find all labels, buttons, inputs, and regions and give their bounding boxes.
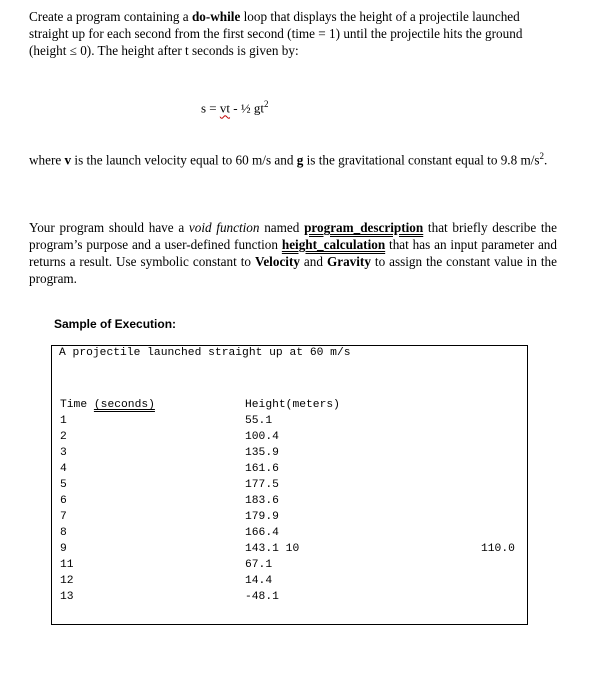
- table-row: [52, 543, 527, 559]
- gravity-var: g: [296, 152, 304, 168]
- table-row: [52, 463, 527, 479]
- height-cell: 55.1: [245, 415, 273, 427]
- intro-text-end: 0). The height after t seconds is given by:: [76, 43, 299, 58]
- where-exponent: 2: [539, 151, 545, 161]
- seconds-header-label: (seconds): [93, 399, 155, 411]
- table-row: [52, 415, 527, 431]
- console-output-box: [51, 345, 528, 625]
- time-cell: 2: [60, 431, 67, 443]
- time-column-header: [60, 399, 155, 411]
- table-row: [52, 431, 527, 447]
- table-row: [52, 479, 527, 495]
- time-cell: 7: [60, 511, 67, 523]
- where-text-a: where: [29, 152, 65, 168]
- table-row: [52, 495, 527, 511]
- requirements-paragraph: [29, 219, 557, 287]
- table-row: [52, 447, 527, 463]
- height-formula: [201, 99, 268, 116]
- gravity-constant: Gravity: [326, 254, 371, 269]
- height-cell: 14.4: [245, 575, 273, 587]
- formula-s: s =: [201, 100, 220, 116]
- time-cell: 9: [60, 543, 67, 555]
- time-cell: 4: [60, 463, 67, 475]
- height-cell: 143.1 10: [245, 543, 300, 555]
- height-cell: 67.1: [245, 559, 273, 571]
- time-cell: 12: [60, 575, 74, 587]
- height-cell: 100.4: [245, 431, 279, 443]
- formula-exponent: 2: [263, 99, 269, 109]
- table-row: [52, 575, 527, 591]
- req-text-f: to assign the constant value in the program.: [29, 254, 558, 286]
- where-text-b: is the launch velocity equal to 60 m/s and: [71, 152, 297, 168]
- req-text-b: named: [259, 220, 305, 235]
- table-row: [52, 511, 527, 527]
- height-cell: 179.9: [245, 511, 279, 523]
- where-paragraph: [29, 148, 557, 168]
- extra-value-cell: 110.0: [481, 543, 515, 555]
- height-calculation-name: height_calculation: [281, 237, 386, 252]
- intro-text-mid: loop that displays the height of a projectile launched straight up for each second from the first second (time = 1) until the projectile hits the ground (height: [29, 9, 523, 58]
- intro-text: Create a program containing a: [29, 9, 192, 24]
- req-text-d: that has an input parameter and returns a result. Use symbolic constant to: [29, 237, 557, 269]
- height-cell: 177.5: [245, 479, 279, 491]
- time-header-label: Time: [60, 399, 88, 411]
- height-cell: 161.6: [245, 463, 279, 475]
- program-description-name: program_description: [304, 220, 424, 235]
- time-cell: 8: [60, 527, 67, 539]
- intro-paragraph: [29, 8, 557, 59]
- velocity-var: v: [64, 152, 72, 168]
- time-cell: 13: [60, 591, 74, 603]
- time-cell: 11: [60, 559, 74, 571]
- table-row: [52, 527, 527, 543]
- height-cell: 166.4: [245, 527, 279, 539]
- do-while-keyword: do-while: [191, 9, 241, 24]
- height-column-header: Height(meters): [245, 399, 340, 411]
- height-cell: -48.1: [245, 591, 279, 603]
- console-header-line: A projectile launched straight up at 60 m/s: [59, 347, 351, 359]
- formula-rest: - ½ gt: [230, 100, 264, 116]
- table-row: [52, 559, 527, 575]
- height-cell: 183.6: [245, 495, 279, 507]
- table-row: [52, 591, 527, 607]
- time-cell: 6: [60, 495, 67, 507]
- req-text-c: that briefly describe the program’s purpose and a user-defined function: [29, 220, 557, 252]
- time-cell: 3: [60, 447, 67, 459]
- time-cell: 5: [60, 479, 67, 491]
- sample-heading: Sample of Execution:: [54, 317, 177, 331]
- formula-vt: vt: [219, 100, 231, 116]
- time-cell: 1: [60, 415, 67, 427]
- where-text-c: is the gravitational constant equal to 9.8 m/s: [303, 152, 540, 168]
- where-text-d: .: [544, 152, 548, 168]
- less-equal-symbol: ≤: [69, 43, 77, 58]
- req-text-e: and: [299, 254, 327, 269]
- void-function-term: void function: [188, 220, 260, 235]
- height-cell: 135.9: [245, 447, 279, 459]
- req-text-a: Your program should have a: [29, 220, 189, 235]
- velocity-constant: Velocity: [255, 254, 300, 269]
